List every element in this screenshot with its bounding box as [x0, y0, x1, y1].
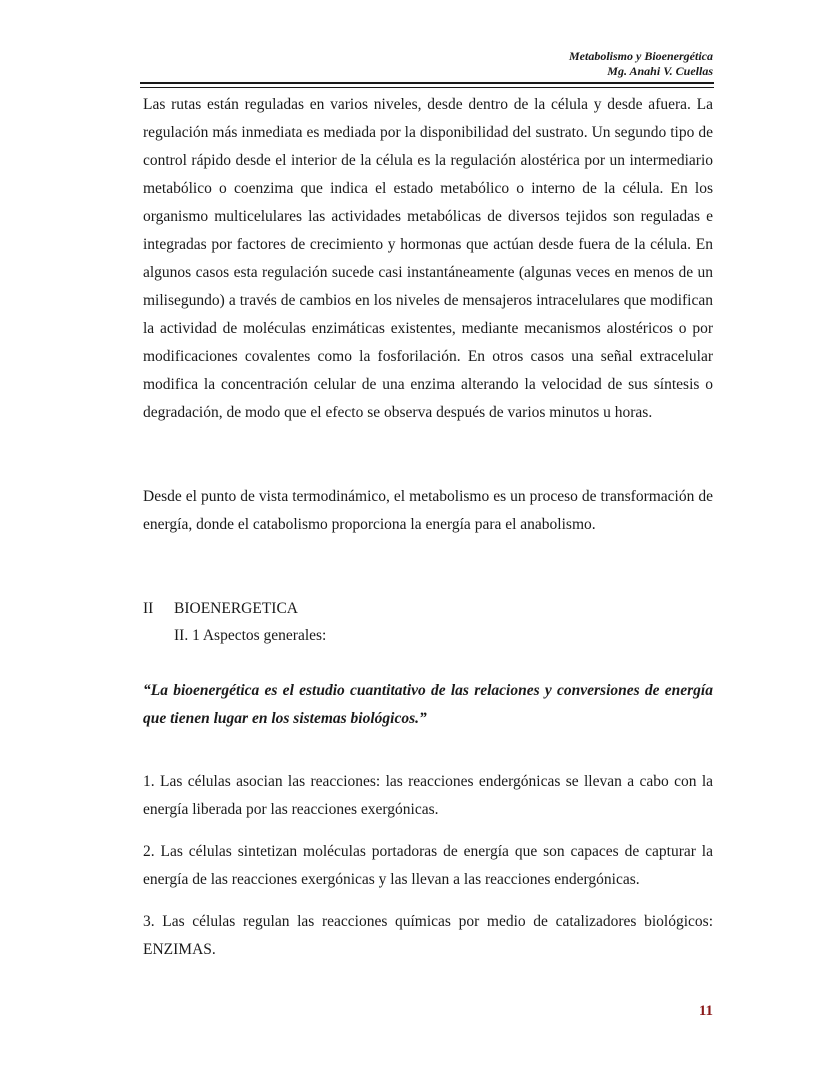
- section-title: BIOENERGETICA: [174, 600, 298, 617]
- section-number: II: [143, 600, 154, 617]
- header-rule-thin: [140, 87, 714, 88]
- header-rule-thick: [140, 82, 714, 84]
- header-author: Mg. Anahi V. Cuellas: [607, 64, 713, 78]
- header-title: Metabolismo y Bioenergética: [569, 49, 713, 63]
- paragraph-regulation: Las rutas están reguladas en varios niveles, desde dentro de la célula y desde afuera. La regulación más inmediata es mediada por la disponibilidad del sustrato. Un segundo tipo de control rápido desde el interior de la célula es la regulación alostérica por un intermediario metabólico o coenzima que indica el estado metabólico o interno de la célula. En los organismo multicelulares las actividades metabólicas de diversos tejidos son reguladas e integradas por factores de crecimiento y hormonas que actúan desde fuera de la célula. En algunos casos esta regulación sucede casi instantáneamente (algunas veces en menos de un milisegundo) a través de cambios en los niveles de mensajeros intracelulares que modifican la actividad de moléculas enzimáticas existentes, mediante mecanismos alostéricos o por modificaciones covalentes como la fosforilación. En otros casos una señal extracelular modifica la concentración celular de una enzima alterando la velocidad de sus síntesis o degradación, de modo que el efecto se observa después de varios minutos u horas.: [143, 96, 713, 421]
- list-item: 3. Las células regulan las reacciones químicas por medio de catalizadores biológicos: ENZIMAS.: [143, 913, 713, 958]
- list-item: 2. Las células sintetizan moléculas portadoras de energía que son capaces de capturar la energía de las reacciones exergónicas y las llevan a las reacciones endergónicas.: [143, 843, 713, 888]
- paragraph-thermodynamics: Desde el punto de vista termodinámico, el metabolismo es un proceso de transformación de energía, donde el catabolismo proporciona la energía para el anabolismo.: [143, 488, 713, 533]
- list-item: 1. Las células asocian las reacciones: las reacciones endergónicas se llevan a cabo con la energía liberada por las reacciones exergónicas.: [143, 773, 713, 818]
- running-header: [569, 49, 713, 79]
- subsection-title: II. 1 Aspectos generales:: [174, 627, 327, 644]
- definition-quote: “La bioenergética es el estudio cuantitativo de las relaciones y conversiones de energía que tienen lugar en los sistemas biológicos.”: [143, 682, 713, 727]
- page-number: 11: [698, 1003, 713, 1019]
